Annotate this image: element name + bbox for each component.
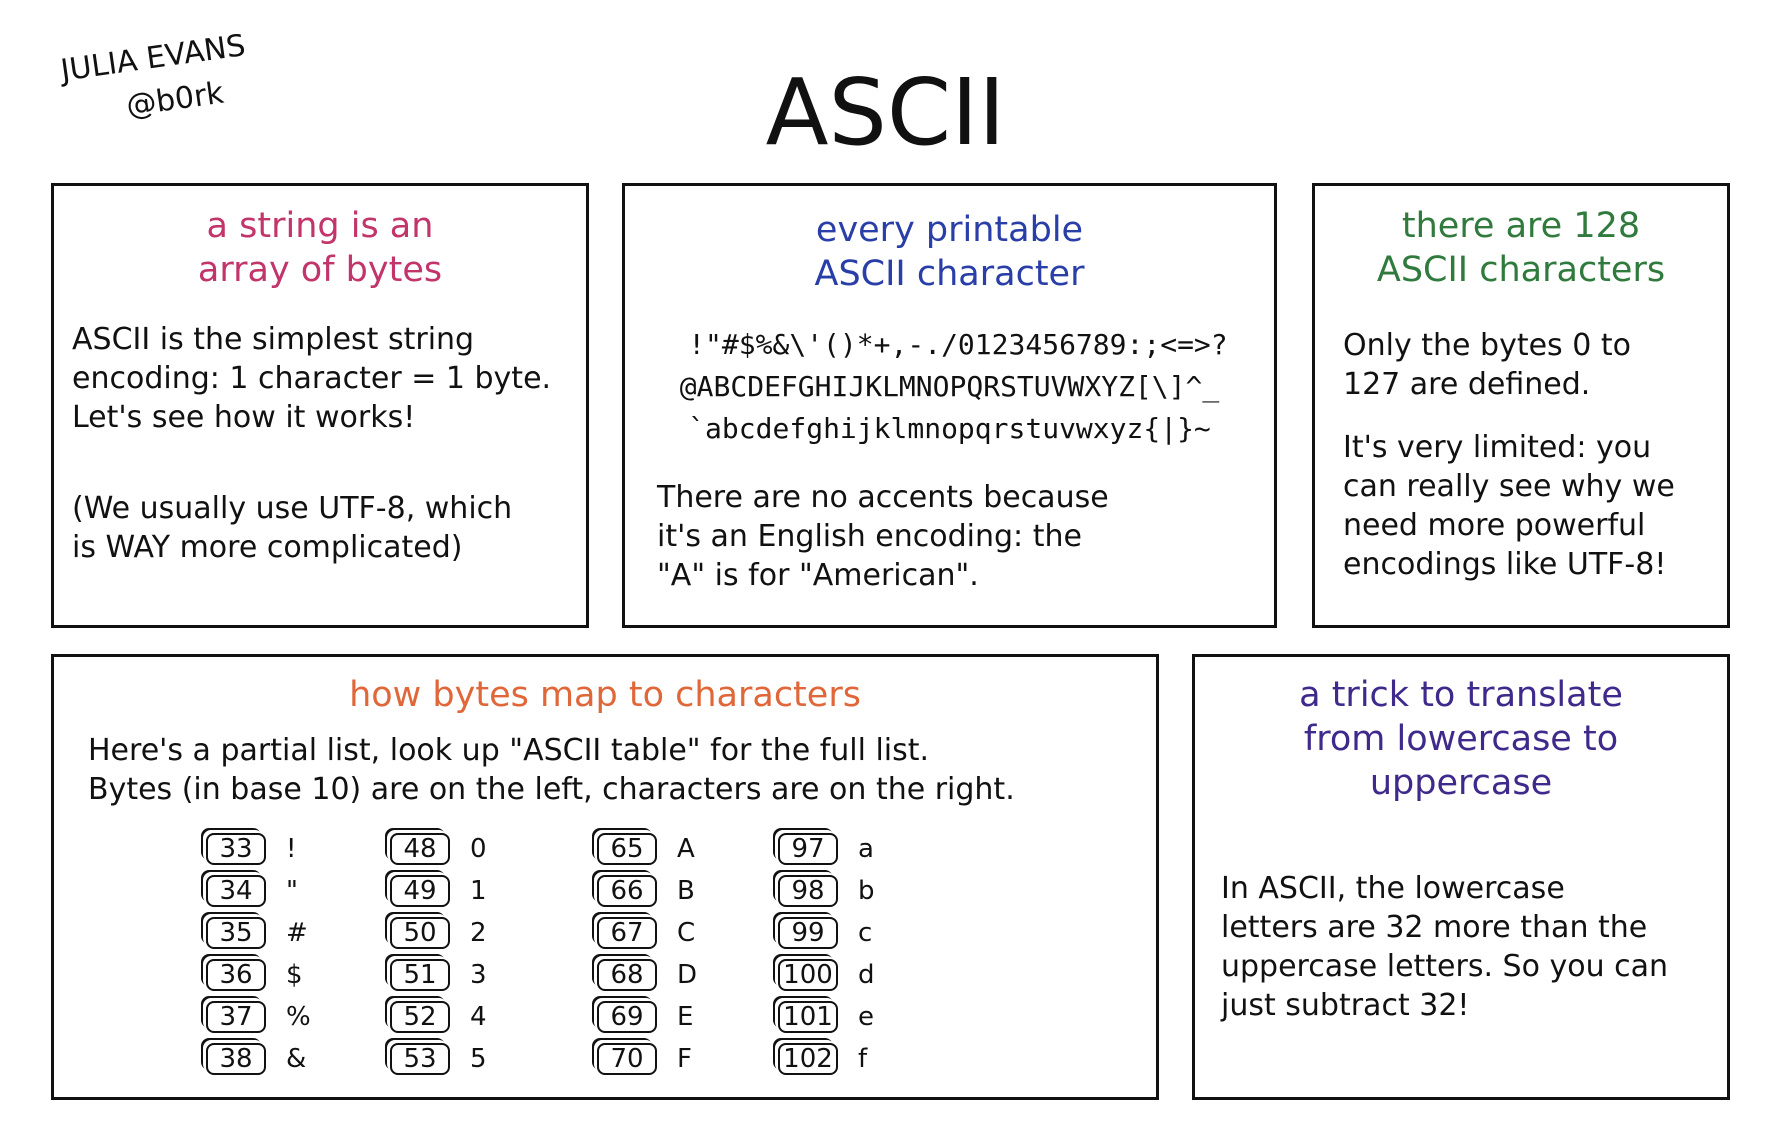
printable-char-list: !"#$%&\'()*+,-./0123456789:;<=>? @ABCDEFGHIJKLMNOPQRSTUVWXYZ[\]^_ `abcdefghijklmnopqrstuvwxyz{|}~	[679, 328, 1228, 445]
byte-value: 98	[778, 875, 838, 907]
table-row	[390, 912, 530, 954]
panel-string-bytes-title: a string is an array of bytes	[197, 206, 443, 290]
byte-value: 36	[206, 959, 266, 991]
panel-byte-map-title: how bytes map to characters	[349, 675, 861, 715]
table-row	[778, 828, 918, 870]
char-value: E	[677, 1002, 694, 1032]
char-value: 2	[470, 918, 487, 948]
table-row	[597, 870, 737, 912]
byte-column-4	[778, 828, 918, 1080]
char-value: B	[677, 876, 695, 906]
byte-value: 37	[206, 1001, 266, 1033]
byte-value: 97	[778, 833, 838, 865]
char-value: $	[286, 960, 303, 990]
byte-value: 38	[206, 1043, 266, 1075]
table-row	[390, 870, 530, 912]
table-row	[390, 1038, 530, 1080]
panel-printable-chars	[622, 183, 1277, 628]
panel-string-bytes-note: (We usually use UTF-8, which is WAY more complicated)	[72, 491, 513, 565]
table-row	[778, 996, 918, 1038]
char-value: 0	[470, 834, 487, 864]
panel-128-chars-title: there are 128 ASCII characters	[1376, 206, 1666, 290]
byte-value: 50	[390, 917, 450, 949]
panel-case-trick-body: In ASCII, the lowercase letters are 32 more than the uppercase letters. So you can just subtract 32!	[1221, 871, 1669, 1023]
char-value: 4	[470, 1002, 487, 1032]
byte-value: 67	[597, 917, 657, 949]
byte-value: 68	[597, 959, 657, 991]
table-row	[778, 912, 918, 954]
byte-value: 49	[390, 875, 450, 907]
char-value: %	[286, 1002, 311, 1032]
char-value: 3	[470, 960, 487, 990]
panel-case-trick-title: a trick to translate from lowercase to uppercase	[1299, 675, 1623, 803]
author-name: JULIA EVANS	[58, 28, 248, 89]
table-row	[778, 1038, 918, 1080]
table-row	[597, 912, 737, 954]
byte-value: 51	[390, 959, 450, 991]
byte-value: 70	[597, 1043, 657, 1075]
char-value: A	[677, 834, 695, 864]
char-value: 5	[470, 1044, 487, 1074]
byte-value: 34	[206, 875, 266, 907]
panel-case-trick	[1192, 654, 1730, 1100]
table-row	[778, 954, 918, 996]
table-row	[597, 954, 737, 996]
panel-128-chars-note: It's very limited: you can really see why we need more powerful encodings like UTF-8!	[1343, 430, 1675, 582]
table-row	[597, 1038, 737, 1080]
char-value: b	[858, 876, 875, 906]
char-value: c	[858, 918, 873, 948]
panel-printable-chars-body: There are no accents because it's an English encoding: the "A" is for "American".	[657, 480, 1109, 593]
table-row	[390, 828, 530, 870]
byte-value: 100	[778, 959, 838, 991]
panel-string-bytes	[51, 183, 589, 628]
byte-value: 35	[206, 917, 266, 949]
char-value: 1	[470, 876, 487, 906]
table-row	[206, 996, 346, 1038]
byte-column-3	[597, 828, 737, 1080]
byte-value: 33	[206, 833, 266, 865]
table-row	[206, 954, 346, 996]
table-row	[390, 996, 530, 1038]
byte-value: 52	[390, 1001, 450, 1033]
table-row	[390, 954, 530, 996]
page-title: ASCII	[765, 59, 1006, 166]
byte-column-1	[206, 828, 346, 1080]
byte-value: 53	[390, 1043, 450, 1075]
table-row	[778, 870, 918, 912]
char-value: a	[858, 834, 874, 864]
panel-byte-map-body: Here's a partial list, look up "ASCII table" for the full list. Bytes (in base 10) are on the left, characters are on the right.	[88, 733, 1015, 807]
panel-string-bytes-body: ASCII is the simplest string encoding: 1 character = 1 byte. Let's see how it works!	[72, 322, 552, 435]
byte-value: 48	[390, 833, 450, 865]
char-value: #	[286, 918, 308, 948]
char-value: C	[677, 918, 696, 948]
byte-value: 102	[778, 1043, 838, 1075]
byte-value: 69	[597, 1001, 657, 1033]
table-row	[597, 828, 737, 870]
char-value: F	[677, 1044, 692, 1074]
char-value: d	[858, 960, 875, 990]
byte-value: 101	[778, 1001, 838, 1033]
char-value: "	[286, 876, 298, 906]
byte-value: 99	[778, 917, 838, 949]
char-value: e	[858, 1002, 874, 1032]
panel-128-chars-body: Only the bytes 0 to 127 are defined.	[1343, 328, 1631, 402]
table-row	[206, 828, 346, 870]
table-row	[597, 996, 737, 1038]
table-row	[206, 870, 346, 912]
panel-printable-chars-title: every printable ASCII character	[814, 210, 1085, 294]
author-handle: @b0rk	[124, 75, 226, 124]
byte-value: 66	[597, 875, 657, 907]
table-row	[206, 1038, 346, 1080]
char-value: D	[677, 960, 698, 990]
byte-column-2	[390, 828, 530, 1080]
byte-value: 65	[597, 833, 657, 865]
table-row	[206, 912, 346, 954]
char-value: !	[286, 834, 297, 864]
char-value: f	[858, 1044, 868, 1074]
char-value: &	[286, 1044, 307, 1074]
panel-128-chars	[1312, 183, 1730, 628]
